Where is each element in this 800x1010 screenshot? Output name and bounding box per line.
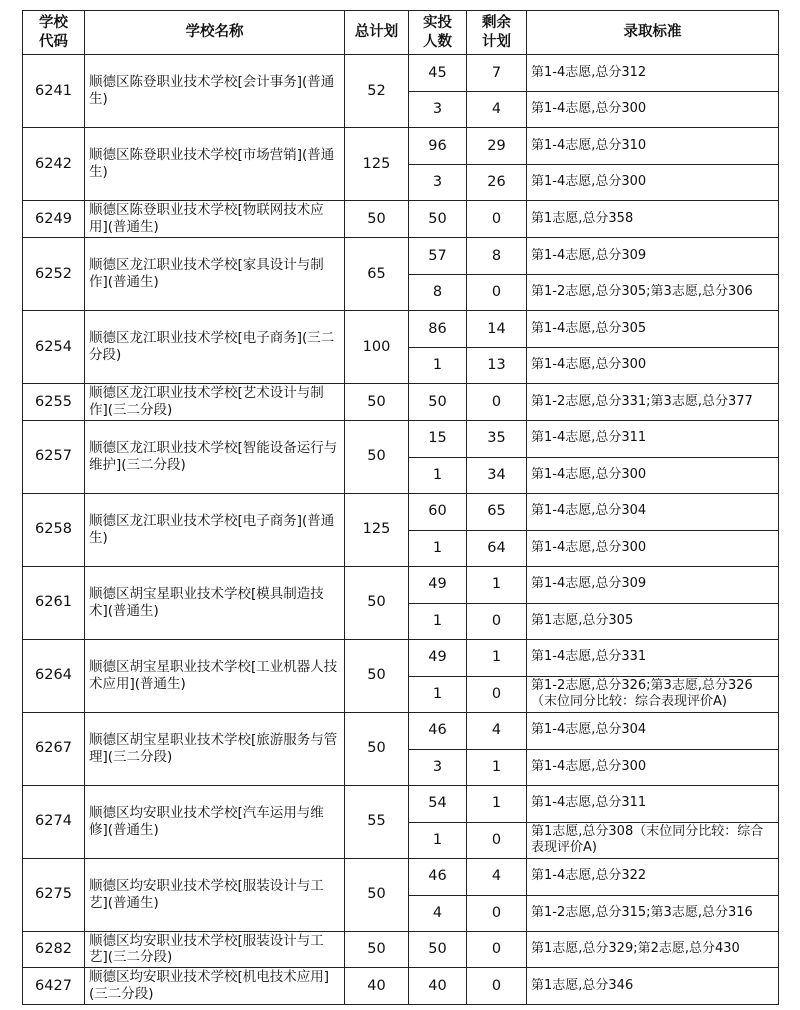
- total-plan-cell: 50: [345, 383, 409, 420]
- school-code-cell: 6257: [23, 420, 85, 493]
- remaining-cell: 35: [467, 420, 527, 457]
- enrolled-cell: 1: [409, 676, 467, 712]
- total-plan-cell: 50: [345, 639, 409, 712]
- enrolled-cell: 49: [409, 566, 467, 603]
- criteria-cell: 第1-4志愿,总分300: [527, 347, 779, 383]
- remaining-cell: 26: [467, 165, 527, 201]
- enrolled-cell: 60: [409, 493, 467, 530]
- total-plan-cell: 125: [345, 128, 409, 201]
- criteria-cell: 第1-4志愿,总分300: [527, 165, 779, 201]
- school-name-cell: 顺德区陈登职业技术学校[会计事务](普通生): [85, 55, 345, 128]
- total-plan-cell: 50: [345, 420, 409, 493]
- enrolled-cell: 45: [409, 55, 467, 92]
- remaining-cell: 0: [467, 676, 527, 712]
- school-name-cell: 顺德区均安职业技术学校[服装设计与工艺](三二分段): [85, 931, 345, 968]
- remaining-cell: 1: [467, 566, 527, 603]
- remaining-cell: 64: [467, 530, 527, 566]
- remaining-cell: 7: [467, 55, 527, 92]
- enrolled-cell: 54: [409, 785, 467, 822]
- criteria-cell: 第1-2志愿,总分326;第3志愿,总分326（末位同分比较：综合表现评价A): [527, 676, 779, 712]
- enrolled-cell: 1: [409, 457, 467, 493]
- school-name-cell: 顺德区均安职业技术学校[汽车运用与维修](普通生): [85, 785, 345, 858]
- enrolled-cell: 3: [409, 165, 467, 201]
- remaining-cell: 4: [467, 858, 527, 895]
- school-name-cell: 顺德区陈登职业技术学校[市场营销](普通生): [85, 128, 345, 201]
- school-code-cell: 6267: [23, 712, 85, 785]
- remaining-cell: 0: [467, 968, 527, 1005]
- remaining-cell: 1: [467, 639, 527, 676]
- enrolled-cell: 1: [409, 822, 467, 858]
- header-name: 学校名称: [85, 11, 345, 55]
- school-name-cell: 顺德区胡宝星职业技术学校[模具制造技术](普通生): [85, 566, 345, 639]
- remaining-cell: 8: [467, 237, 527, 274]
- header-remaining: 剩余 计划: [467, 11, 527, 55]
- criteria-cell: 第1-4志愿,总分304: [527, 712, 779, 749]
- criteria-cell: 第1-2志愿,总分315;第3志愿,总分316: [527, 895, 779, 931]
- table-row: [23, 785, 779, 822]
- criteria-cell: 第1-4志愿,总分309: [527, 566, 779, 603]
- total-plan-cell: 50: [345, 858, 409, 931]
- school-code-cell: 6252: [23, 237, 85, 310]
- enrolled-cell: 15: [409, 420, 467, 457]
- total-plan-cell: 52: [345, 55, 409, 128]
- criteria-cell: 第1-4志愿,总分309: [527, 237, 779, 274]
- school-name-cell: 顺德区胡宝星职业技术学校[旅游服务与管理](三二分段): [85, 712, 345, 785]
- remaining-cell: 0: [467, 931, 527, 968]
- school-code-cell: 6264: [23, 639, 85, 712]
- table-row: [23, 858, 779, 895]
- remaining-cell: 1: [467, 749, 527, 785]
- enrolled-cell: 3: [409, 749, 467, 785]
- enrolled-cell: 46: [409, 712, 467, 749]
- criteria-cell: 第1-4志愿,总分310: [527, 128, 779, 165]
- remaining-cell: 0: [467, 822, 527, 858]
- header-code: 学校 代码: [23, 11, 85, 55]
- criteria-cell: 第1志愿,总分308（末位同分比较：综合表现评价A): [527, 822, 779, 858]
- admission-table: [22, 10, 779, 1005]
- criteria-cell: 第1-4志愿,总分300: [527, 92, 779, 128]
- enrolled-cell: 86: [409, 310, 467, 347]
- remaining-cell: 4: [467, 92, 527, 128]
- criteria-cell: 第1-4志愿,总分312: [527, 55, 779, 92]
- school-name-cell: 顺德区龙江职业技术学校[艺术设计与制作](三二分段): [85, 383, 345, 420]
- criteria-cell: 第1志愿,总分305: [527, 603, 779, 639]
- enrolled-cell: 57: [409, 237, 467, 274]
- total-plan-cell: 125: [345, 493, 409, 566]
- total-plan-cell: 40: [345, 968, 409, 1005]
- enrolled-cell: 50: [409, 201, 467, 238]
- criteria-cell: 第1-4志愿,总分300: [527, 457, 779, 493]
- criteria-cell: 第1-2志愿,总分331;第3志愿,总分377: [527, 383, 779, 420]
- enrolled-cell: 1: [409, 603, 467, 639]
- remaining-cell: 0: [467, 274, 527, 310]
- school-name-cell: 顺德区龙江职业技术学校[智能设备运行与维护](三二分段): [85, 420, 345, 493]
- total-plan-cell: 65: [345, 237, 409, 310]
- admission-table-wrapper: [22, 10, 779, 1005]
- remaining-cell: 14: [467, 310, 527, 347]
- total-plan-cell: 100: [345, 310, 409, 383]
- remaining-cell: 0: [467, 383, 527, 420]
- header-total: 总计划: [345, 11, 409, 55]
- header-row: [23, 11, 779, 55]
- criteria-cell: 第1-4志愿,总分322: [527, 858, 779, 895]
- enrolled-cell: 49: [409, 639, 467, 676]
- remaining-cell: 4: [467, 712, 527, 749]
- school-name-cell: 顺德区龙江职业技术学校[家具设计与制作](普通生): [85, 237, 345, 310]
- table-row: [23, 310, 779, 347]
- remaining-cell: 65: [467, 493, 527, 530]
- enrolled-cell: 4: [409, 895, 467, 931]
- remaining-cell: 0: [467, 895, 527, 931]
- school-code-cell: 6258: [23, 493, 85, 566]
- school-code-cell: 6274: [23, 785, 85, 858]
- remaining-cell: 29: [467, 128, 527, 165]
- enrolled-cell: 1: [409, 530, 467, 566]
- table-row: [23, 420, 779, 457]
- total-plan-cell: 50: [345, 931, 409, 968]
- enrolled-cell: 8: [409, 274, 467, 310]
- criteria-cell: 第1-4志愿,总分300: [527, 530, 779, 566]
- criteria-cell: 第1-4志愿,总分304: [527, 493, 779, 530]
- school-code-cell: 6242: [23, 128, 85, 201]
- remaining-cell: 0: [467, 201, 527, 238]
- school-code-cell: 6241: [23, 55, 85, 128]
- criteria-cell: 第1-2志愿,总分305;第3志愿,总分306: [527, 274, 779, 310]
- criteria-cell: 第1志愿,总分329;第2志愿,总分430: [527, 931, 779, 968]
- table-row: [23, 201, 779, 238]
- school-code-cell: 6427: [23, 968, 85, 1005]
- remaining-cell: 0: [467, 603, 527, 639]
- criteria-cell: 第1志愿,总分346: [527, 968, 779, 1005]
- enrolled-cell: 50: [409, 931, 467, 968]
- total-plan-cell: 55: [345, 785, 409, 858]
- school-name-cell: 顺德区均安职业技术学校[机电技术应用](三二分段): [85, 968, 345, 1005]
- school-code-cell: 6275: [23, 858, 85, 931]
- criteria-cell: 第1志愿,总分358: [527, 201, 779, 238]
- table-row: [23, 128, 779, 165]
- school-name-cell: 顺德区龙江职业技术学校[电子商务](普通生): [85, 493, 345, 566]
- criteria-cell: 第1-4志愿,总分305: [527, 310, 779, 347]
- total-plan-cell: 50: [345, 201, 409, 238]
- criteria-cell: 第1-4志愿,总分331: [527, 639, 779, 676]
- table-row: [23, 566, 779, 603]
- enrolled-cell: 1: [409, 347, 467, 383]
- total-plan-cell: 50: [345, 712, 409, 785]
- school-code-cell: 6249: [23, 201, 85, 238]
- table-row: [23, 493, 779, 530]
- enrolled-cell: 40: [409, 968, 467, 1005]
- school-name-cell: 顺德区陈登职业技术学校[物联网技术应用](普通生): [85, 201, 345, 238]
- school-code-cell: 6282: [23, 931, 85, 968]
- criteria-cell: 第1-4志愿,总分311: [527, 785, 779, 822]
- school-name-cell: 顺德区均安职业技术学校[服装设计与工艺](普通生): [85, 858, 345, 931]
- table-row: [23, 712, 779, 749]
- table-row: [23, 639, 779, 676]
- criteria-cell: 第1-4志愿,总分300: [527, 749, 779, 785]
- table-row: [23, 237, 779, 274]
- school-code-cell: 6254: [23, 310, 85, 383]
- enrolled-cell: 46: [409, 858, 467, 895]
- school-name-cell: 顺德区龙江职业技术学校[电子商务](三二分段): [85, 310, 345, 383]
- header-enrolled: 实投 人数: [409, 11, 467, 55]
- enrolled-cell: 50: [409, 383, 467, 420]
- table-body: [23, 55, 779, 1005]
- enrolled-cell: 96: [409, 128, 467, 165]
- table-row: [23, 383, 779, 420]
- remaining-cell: 13: [467, 347, 527, 383]
- criteria-cell: 第1-4志愿,总分311: [527, 420, 779, 457]
- school-code-cell: 6255: [23, 383, 85, 420]
- school-code-cell: 6261: [23, 566, 85, 639]
- table-row: [23, 968, 779, 1005]
- total-plan-cell: 50: [345, 566, 409, 639]
- header-criteria: 录取标准: [527, 11, 779, 55]
- table-row: [23, 931, 779, 968]
- remaining-cell: 1: [467, 785, 527, 822]
- remaining-cell: 34: [467, 457, 527, 493]
- school-name-cell: 顺德区胡宝星职业技术学校[工业机器人技术应用](普通生): [85, 639, 345, 712]
- table-row: [23, 55, 779, 92]
- enrolled-cell: 3: [409, 92, 467, 128]
